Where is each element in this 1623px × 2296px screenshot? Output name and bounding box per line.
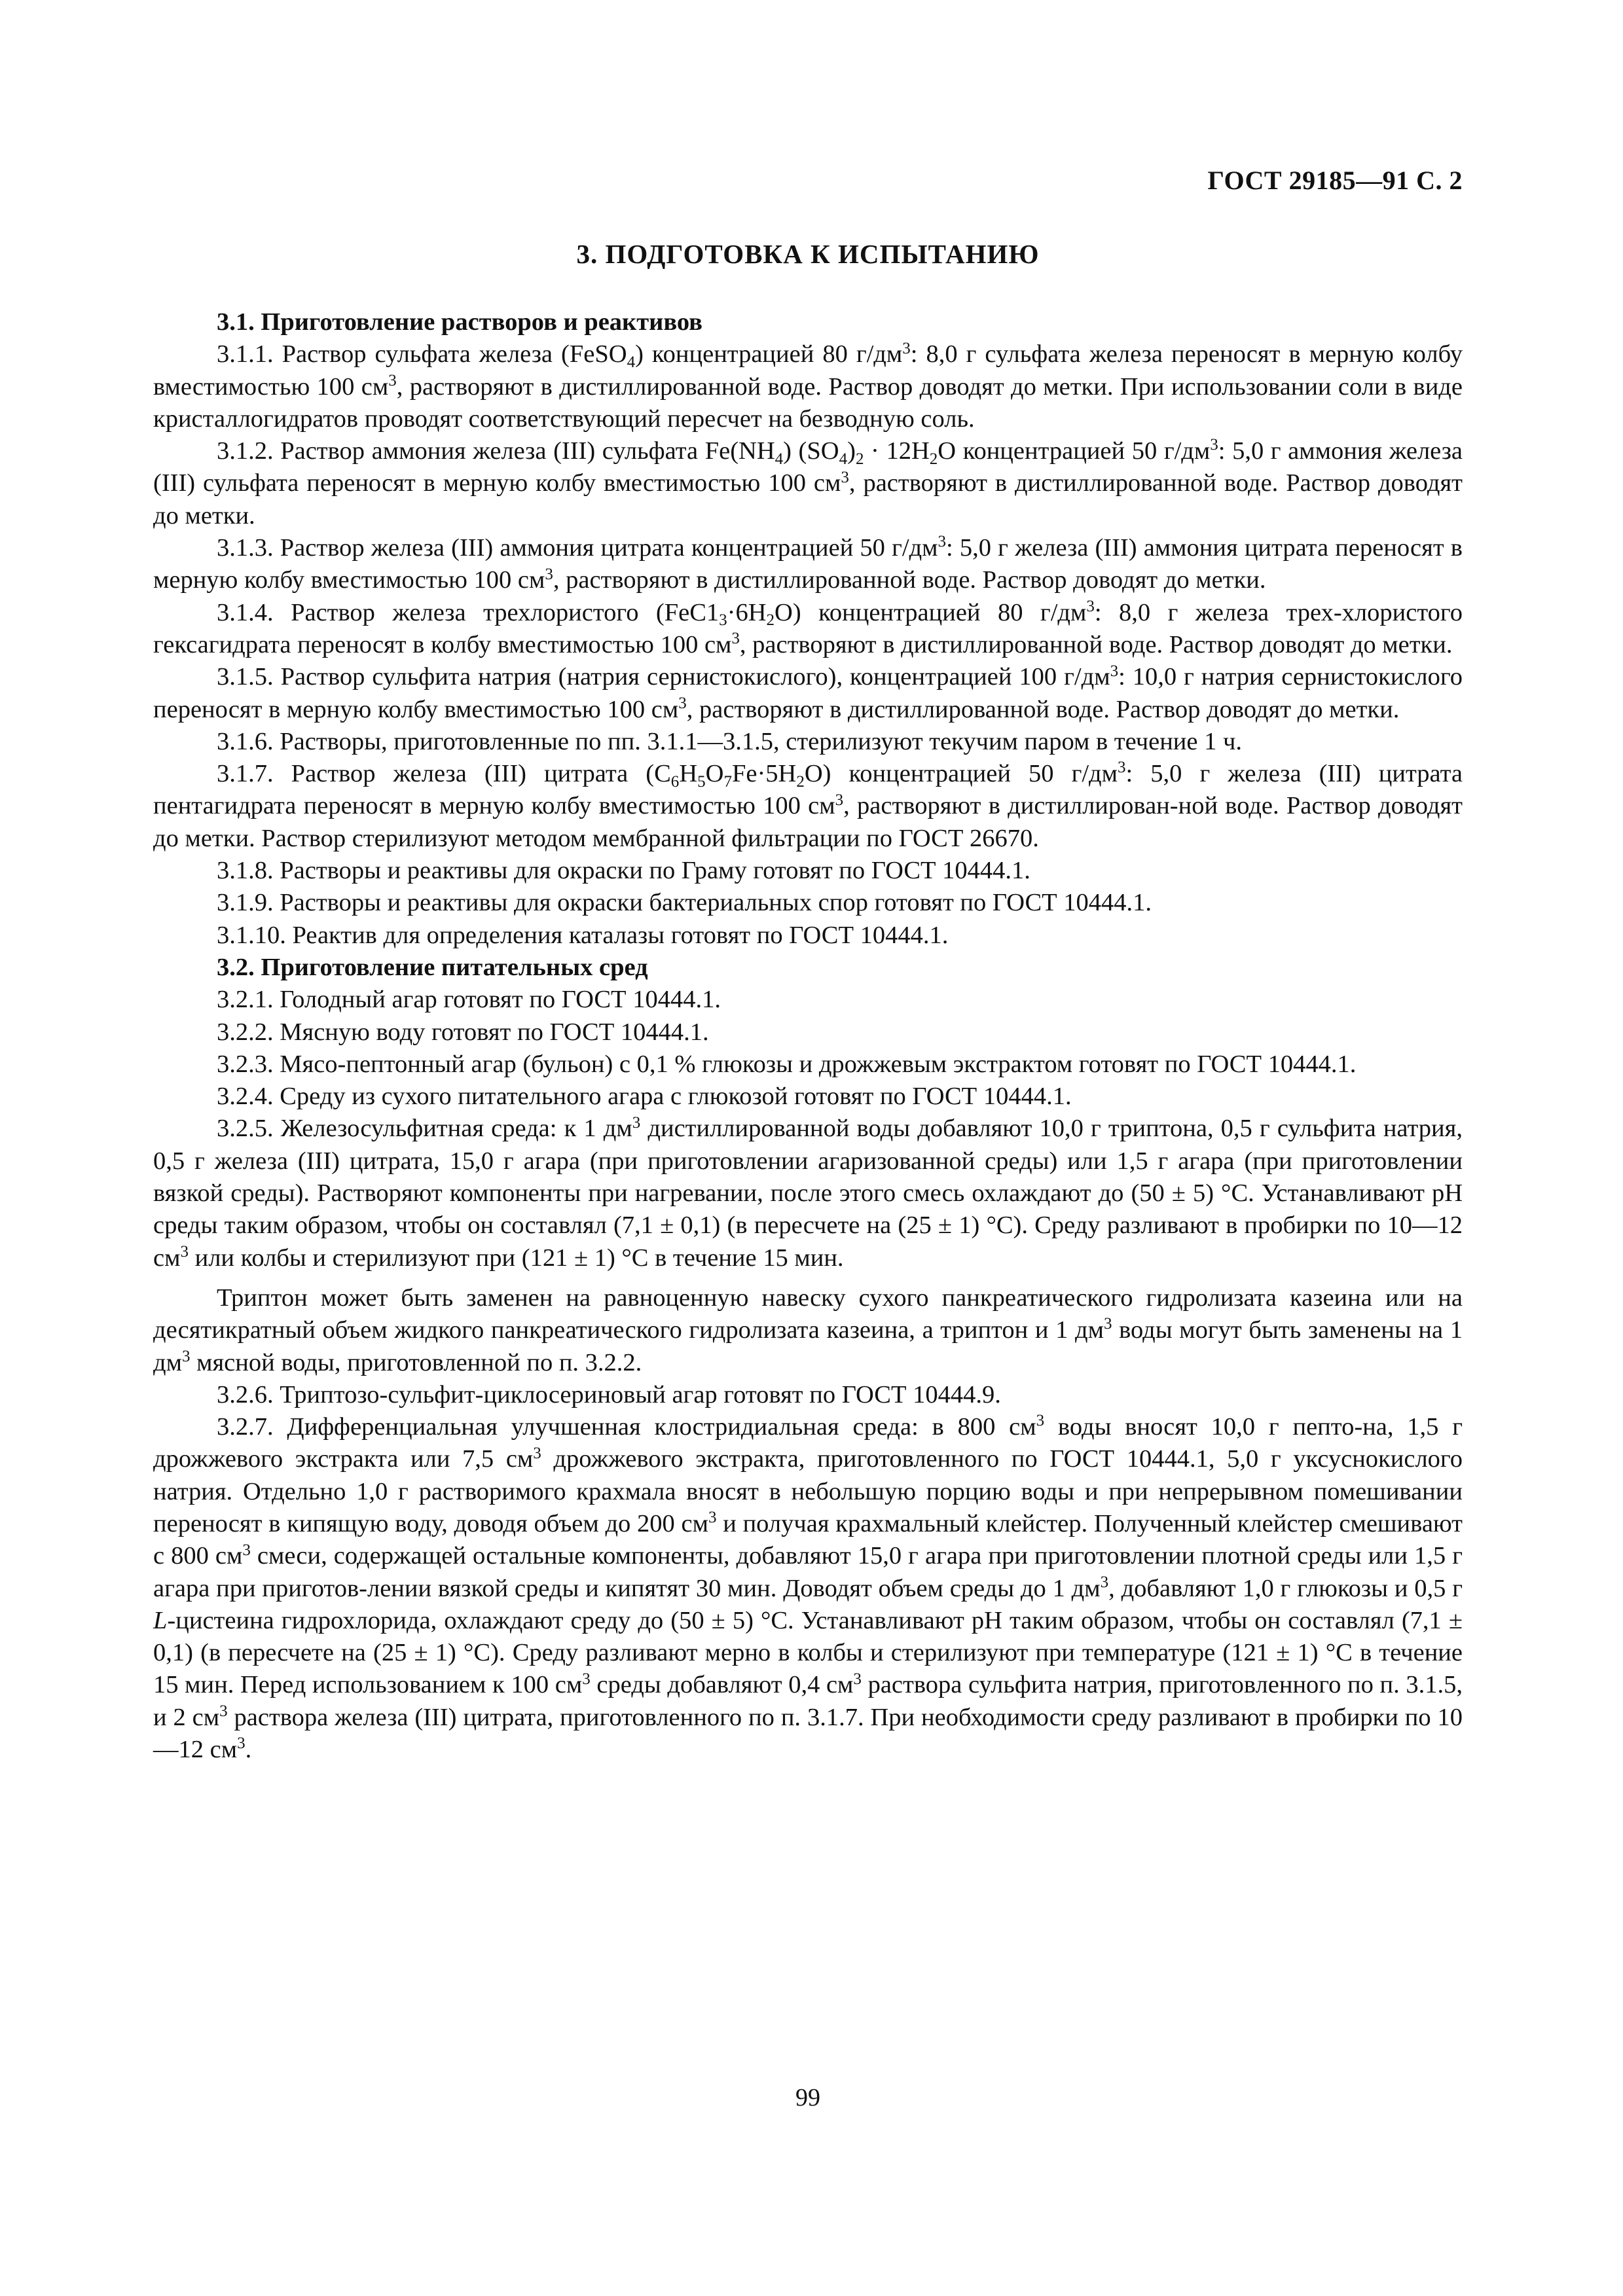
document-header: ГОСТ 29185—91 С. 2: [1207, 166, 1463, 195]
paragraph: 3.2.1. Голодный агар готовят по ГОСТ 10444.1.: [217, 986, 721, 1014]
paragraph: 3.1.6. Растворы, приготовленные по пп. 3.1.1—3.1.5, стерилизуют текучим паром в течение 1 ч.: [217, 727, 1242, 755]
paragraph: 3.1.2. Раствор аммония железа (III) сульфата $Fe(NH_4) (SO_4)_2 \cdot 12H_2O$ концентрацией 50 $г/дм^3$: 5,0 г аммония железа (III) сульфата переносят в мерную колбу вместимостью 100 $см^3$, растворяют в дистиллированной воде. Раствор доводят до метки.: [153, 436, 1463, 529]
page-number: 99: [795, 2084, 820, 2111]
paragraph: 3.1.10. Реактив для определения каталазы готовят по ГОСТ 10444.1.: [217, 921, 949, 949]
body-text: [153, 306, 1463, 1766]
paragraph: 3.1.5. Раствор сульфита натрия (натрия сернистокислого), концентрацией 100 $г/дм^3$: 10,0 г натрия сернистокислого переносят в мерную колбу вместимостью 100 $см^3$, растворяют в дистиллированной воде. Раствор доводят до метки.: [153, 662, 1463, 723]
paragraph: 3.2.2. Мясную воду готовят по ГОСТ 10444.1.: [217, 1018, 709, 1046]
section-title: 3. ПОДГОТОВКА К ИСПЫТАНИЮ: [576, 239, 1040, 269]
paragraph: Триптон может быть заменен на равноценную навеску сухого панкреатического гидролизата казеина или на десятикратный объем жидкого панкреатического гидролизата казеина, а триптон и 1 $дм^3$ воды могут быть заменены на 1 $дм^3$ мясной воды, приготовленной по п. 3.2.2.: [153, 1283, 1463, 1376]
paragraph: 3.2.3. Мясо-пептонный агар (бульон) с 0,1 % глюкозы и дрожжевым экстрактом готовят по ГОСТ 10444.1.: [217, 1050, 1357, 1078]
paragraph: 3.2.7. Дифференциальная улучшенная клостридиальная среда: в 800 $см^3$ воды вносят 10,0 г пепто-на, 1,5 г дрожжевого экстракта или 7,5 $см^3$ дрожжевого экстракта, приготовленного по ГОСТ 10444.1, 5,0 г уксуснокислого натрия. Отдельно 1,0 г растворимого крахмала вносят в небольшую порцию воды и при непрерывном помешивании переносят в кипящую воду, доводя объем до 200 $см^3$ и получая крахмальный клейстер. Полученный клейстер смешивают с 800 $см^3$ смеси, содержащей остальные компоненты, добавляют 15,0 г агара при приготовлении плотной среды или 1,5 г агара при приготов-лении вязкой среды и кипятят 30 мин. Доводят объем среды до 1 $дм^3$, добавляют 1,0 г глюкозы и 0,5 г L-цистеина гидрохлорида, охлаждают среду до (50 ± 5) °C. Устанавливают pH таким образом, чтобы он составлял (7,1 ± 0,1) (в пересчете на (25 ± 1) °C). Среду разливают мерно в колбы и стерилизуют при температуре (121 ± 1) °C в течение 15 мин. Перед использованием к 100 $см^3$ среды добавляют 0,4 $см^3$ раствора сульфита натрия, приготовленного по п. 3.1.5, и 2 $см^3$ раствора железа (III) цитрата, приготовленного по п. 3.1.7. При необходимости среду разливают в пробирки по 10—12 $см^3$.: [153, 1412, 1463, 1764]
document-page: [153, 0, 1463, 2296]
subsection-heading: 3.1. Приготовление растворов и реактивов: [217, 308, 702, 336]
paragraph: 3.2.6. Триптозо-сульфит-циклосериновый агар готовят по ГОСТ 10444.9.: [217, 1380, 1001, 1408]
subsection-heading: 3.2. Приготовление питательных сред: [217, 953, 648, 981]
paragraph: 3.1.8. Растворы и реактивы для окраски по Граму готовят по ГОСТ 10444.1.: [217, 857, 1030, 885]
paragraph: 3.1.3. Раствор железа (III) аммония цитрата концентрацией 50 $г/дм^3$: 5,0 г железа (III) аммония цитрата переносят в мерную колбу вместимостью 100 $см^3$, растворяют в дистиллированной воде. Раствор доводят до метки.: [153, 533, 1463, 594]
paragraph: 3.1.7. Раствор железа (III) цитрата $(C_6H_5O_7Fe\cdot 5H_2O)$ концентрацией 50 $г/дм^3$: 5,0 г железа (III) цитрата пентагидрата переносят в мерную колбу вместимостью 100 $см^3$, растворяют в дистиллирован-ной воде. Раствор доводят до метки. Раствор стерилизуют методом мембранной фильтрации по ГОСТ 26670.: [153, 759, 1463, 852]
paragraph: 3.1.1. Раствор сульфата железа (FeSO$_4$) концентрацией 80 $г/дм^3$: 8,0 г сульфата железа переносят в мерную колбу вместимостью 100 $см^3$, растворяют в дистиллированной воде. Раствор доводят до метки. При использовании соли в виде кристаллогидратов проводят соответствующий пересчет на безводную соль.: [153, 339, 1463, 433]
paragraph: 3.1.4. Раствор железа трехлористого $(FeC1_3\cdot 6H_2O)$ концентрацией 80 $г/дм^3$: 8,0 г железа трех-хлористого гексагидрата переносят в колбу вместимостью 100 $см^3$, растворяют в дистиллированной воде. Раствор доводят до метки.: [153, 597, 1463, 658]
paragraph: 3.1.9. Растворы и реактивы для окраски бактериальных спор готовят по ГОСТ 10444.1.: [217, 889, 1152, 917]
paragraph: 3.2.4. Среду из сухого питательного агара с глюкозой готовят по ГОСТ 10444.1.: [217, 1083, 1072, 1111]
paragraph: 3.2.5. Железосульфитная среда: к 1 $дм^3$ дистиллированной воды добавляют 10,0 г триптона, 0,5 г сульфита натрия, 0,5 г железа (III) цитрата, 15,0 г агара (при приготовлении агаризованной среды) или 1,5 г агара (при приготовлении вязкой среды). Растворяют компоненты при нагревании, после этого смесь охлаждают до (50 ± 5) °C. Устанавливают pH среды таким образом, чтобы он составлял (7,1 ± 0,1) (в пересчете на (25 ± 1) °C). Среду разливают в пробирки по 10—12 $см^3$ или колбы и стерилизуют при (121 ± 1) °C в течение 15 мин.: [153, 1113, 1463, 1272]
